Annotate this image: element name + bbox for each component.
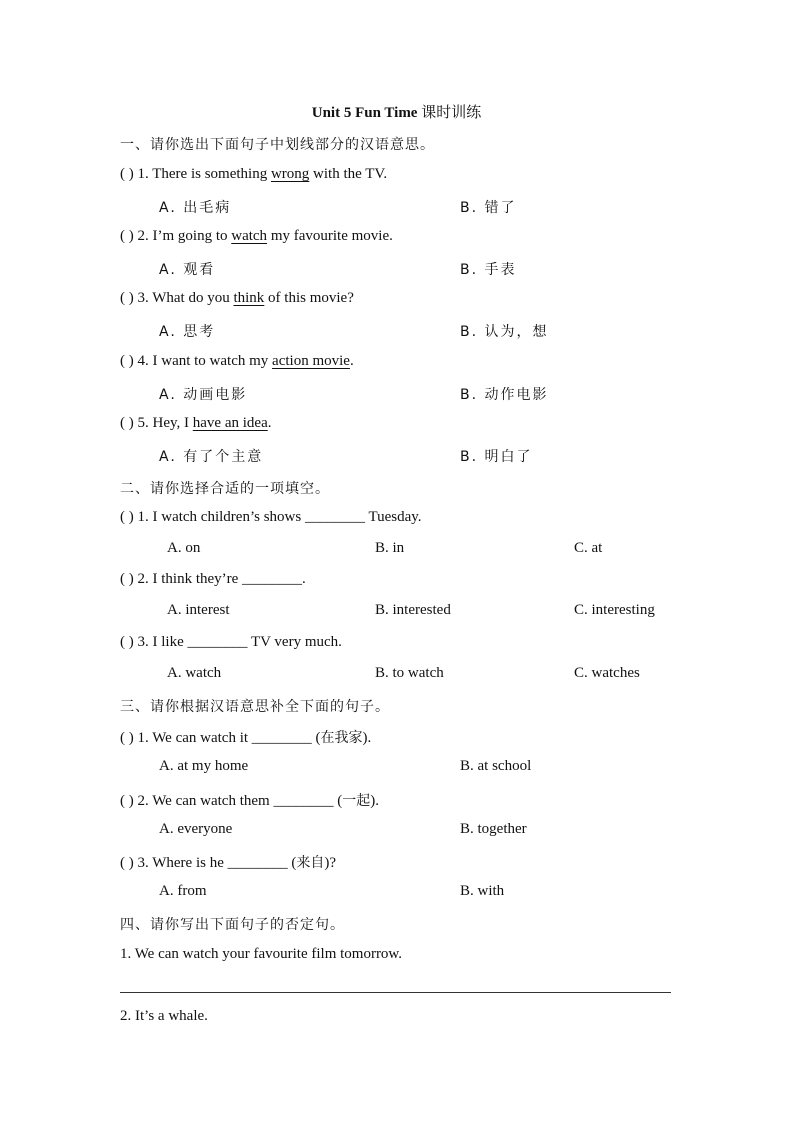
s2-q3-option-c: C. watches (574, 665, 640, 681)
s3-q2-option-b: B. together (460, 821, 527, 837)
s1-q3-option-a: A. 思考 (159, 324, 216, 340)
s2-q1-option-b: B. in (375, 540, 405, 556)
s1-q3: ( ) 3. What do you think of this movie? (120, 290, 354, 306)
s1-q5-option-b: B. 明白了 (460, 449, 533, 465)
s1-q2: ( ) 2. I’m going to watch my favourite movie. (120, 228, 393, 244)
s2-q1-option-c: C. at (574, 540, 603, 556)
s1-q4: ( ) 4. I want to watch my action movie. (120, 353, 354, 369)
s2-q3: ( ) 3. I like ________ TV very much. (120, 634, 342, 650)
s2-q3-option-a: A. watch (167, 665, 222, 681)
s3-q1-option-a: A. at my home (159, 758, 249, 774)
s2-q2-option-b: B. interested (375, 602, 451, 618)
s3-q2-option-a: A. everyone (159, 821, 233, 837)
s1-q1: ( ) 1. There is something wrong with the TV. (120, 166, 388, 182)
s1-q1-option-a: A. 出毛病 (159, 200, 232, 216)
s2-q2-option-c: C. interesting (574, 602, 655, 618)
s4-item-2: 2. It’s a whale. (120, 1008, 208, 1024)
s1-q2-option-a: A. 观看 (159, 262, 216, 278)
s3-q1-option-b: B. at school (460, 758, 532, 774)
section3-heading: 三、请你根据汉语意思补全下面的句子。 (120, 699, 390, 715)
s3-q3-option-b: B. with (460, 883, 505, 899)
s4-item-1: 1. We can watch your favourite film tomorrow. (120, 946, 403, 962)
s1-q4-option-b: B. 动作电影 (460, 387, 549, 403)
s3-q3-option-a: A. from (159, 883, 207, 899)
s1-q5: ( ) 5. Hey, I have an idea. (120, 415, 272, 431)
s1-q2-option-b: B. 手表 (460, 262, 517, 278)
section4-heading: 四、请你写出下面句子的否定句。 (120, 917, 345, 933)
title-cn: 课时训练 (421, 105, 482, 121)
s1-q3-option-b: B. 认为，想 (460, 324, 549, 340)
s1-q5-option-a: A. 有了个主意 (159, 449, 264, 465)
s2-q1-option-a: A. on (167, 540, 201, 556)
s3-q1: ( ) 1. We can watch it ________ (在我家). (120, 730, 372, 746)
section2-heading: 二、请你选择合适的一项填空。 (120, 481, 330, 497)
s2-q3-option-b: B. to watch (375, 665, 444, 681)
s1-q1-option-b: B. 错了 (460, 200, 517, 216)
page-title (0, 101, 793, 122)
s2-q1: ( ) 1. I watch children’s shows ________ Tuesday. (120, 509, 422, 525)
section1-heading: 一、请你选出下面句子中划线部分的汉语意思。 (120, 137, 435, 153)
s2-q2: ( ) 2. I think they’re ________. (120, 571, 306, 587)
answer-line (120, 992, 671, 993)
s1-q4-option-a: A. 动画电影 (159, 387, 248, 403)
title-en: Unit 5 Fun Time (311, 105, 418, 121)
s3-q3: ( ) 3. Where is he ________ (来自)? (120, 855, 337, 871)
s2-q2-option-a: A. interest (167, 602, 230, 618)
s3-q2: ( ) 2. We can watch them ________ (一起). (120, 793, 379, 809)
